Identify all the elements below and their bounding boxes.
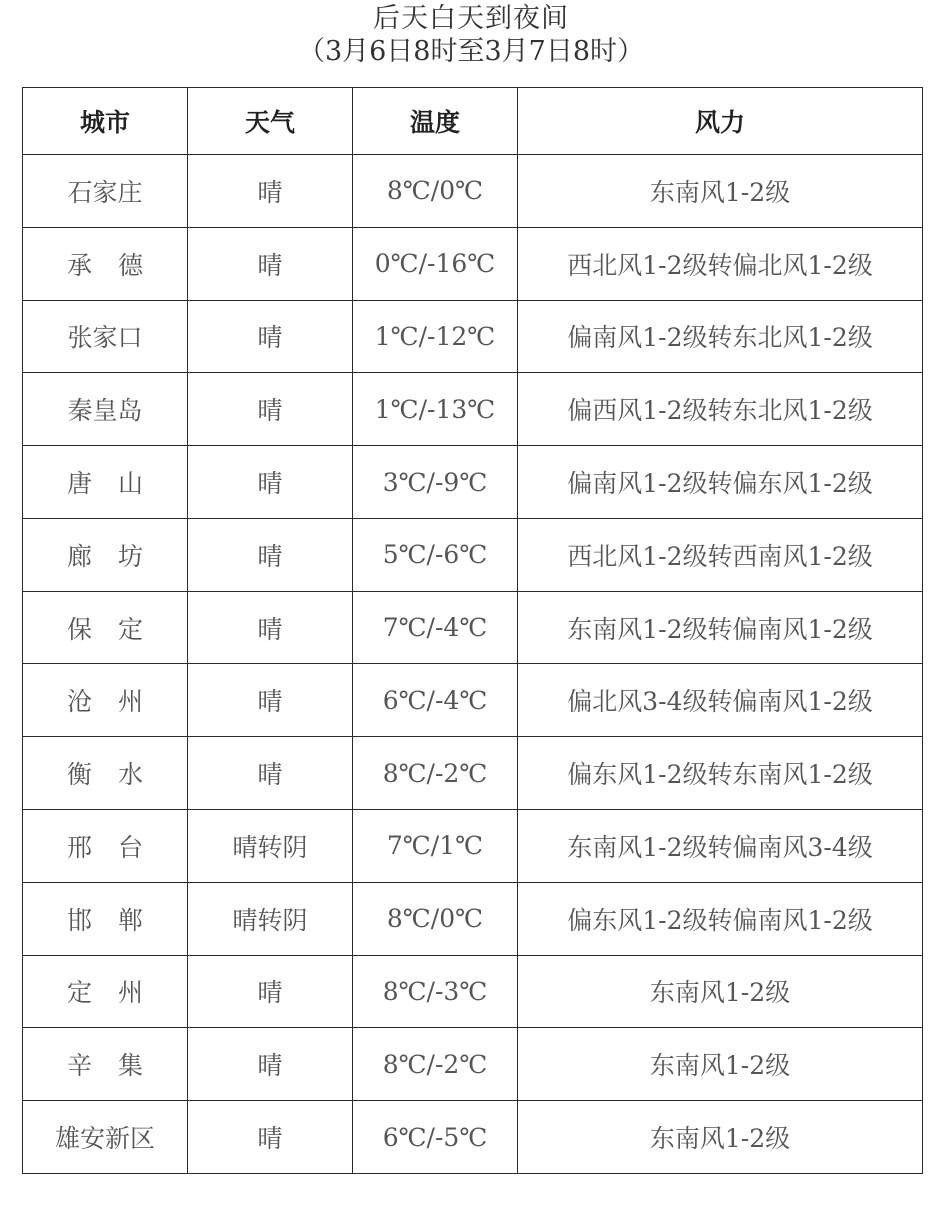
weather-cell: 晴: [188, 373, 353, 446]
wind-cell: 东南风1-2级: [518, 1028, 923, 1101]
wind-cell: 偏西风1-2级转东北风1-2级: [518, 373, 923, 446]
wind-cell: 东南风1-2级: [518, 155, 923, 228]
wind-cell: 偏北风3-4级转偏南风1-2级: [518, 664, 923, 737]
city-cell: 辛集: [23, 1028, 188, 1101]
wind-cell: 东南风1-2级转偏南风3-4级: [518, 810, 923, 883]
weather-cell: 晴: [188, 446, 353, 519]
temperature-cell: 7℃/-4℃: [353, 591, 518, 664]
table-header-row: [23, 88, 923, 155]
temperature-cell: 1℃/-13℃: [353, 373, 518, 446]
page-subtitle: （3月6日8时至3月7日8时）: [297, 36, 645, 67]
wind-cell: 西北风1-2级转西南风1-2级: [518, 518, 923, 591]
city-cell: 定州: [23, 955, 188, 1028]
weather-cell: 晴: [188, 1101, 353, 1174]
table-row: [23, 155, 923, 228]
wind-cell: 东南风1-2级: [518, 1101, 923, 1174]
weather-cell: 晴: [188, 1028, 353, 1101]
weather-cell: 晴: [188, 664, 353, 737]
header-temperature: 温度: [353, 88, 518, 155]
wind-cell: 偏东风1-2级转东南风1-2级: [518, 737, 923, 810]
wind-cell: 东南风1-2级: [518, 955, 923, 1028]
temperature-cell: 8℃/-2℃: [353, 737, 518, 810]
header-city: 城市: [23, 88, 188, 155]
table-row: [23, 737, 923, 810]
table-row: [23, 591, 923, 664]
table-body: [23, 155, 923, 1174]
table-row: [23, 664, 923, 737]
wind-cell: 西北风1-2级转偏北风1-2级: [518, 227, 923, 300]
temperature-cell: 8℃/0℃: [353, 882, 518, 955]
temperature-cell: 6℃/-4℃: [353, 664, 518, 737]
city-cell: 雄安新区: [23, 1101, 188, 1174]
city-cell: 承德: [23, 227, 188, 300]
weather-cell: 晴: [188, 591, 353, 664]
table-row: [23, 227, 923, 300]
temperature-cell: 6℃/-5℃: [353, 1101, 518, 1174]
weather-cell: 晴: [188, 300, 353, 373]
wind-cell: 偏南风1-2级转偏东风1-2级: [518, 446, 923, 519]
table-row: [23, 446, 923, 519]
city-cell: 石家庄: [23, 155, 188, 228]
weather-cell: 晴: [188, 155, 353, 228]
city-cell: 张家口: [23, 300, 188, 373]
table-row: [23, 1028, 923, 1101]
weather-cell: 晴: [188, 737, 353, 810]
table-row: [23, 300, 923, 373]
weather-cell: 晴转阴: [188, 810, 353, 883]
city-cell: 廊坊: [23, 518, 188, 591]
weather-cell: 晴: [188, 227, 353, 300]
temperature-cell: 3℃/-9℃: [353, 446, 518, 519]
temperature-cell: 5℃/-6℃: [353, 518, 518, 591]
page-title: 后天白天到夜间: [373, 3, 569, 34]
temperature-cell: 1℃/-12℃: [353, 300, 518, 373]
table-row: [23, 810, 923, 883]
city-cell: 衡水: [23, 737, 188, 810]
city-cell: 唐山: [23, 446, 188, 519]
wind-cell: 偏东风1-2级转偏南风1-2级: [518, 882, 923, 955]
weather-cell: 晴转阴: [188, 882, 353, 955]
header-wind: 风力: [518, 88, 923, 155]
temperature-cell: 0℃/-16℃: [353, 227, 518, 300]
weather-cell: 晴: [188, 518, 353, 591]
title-block: [0, 2, 942, 68]
table-row: [23, 882, 923, 955]
weather-cell: 晴: [188, 955, 353, 1028]
wind-cell: 东南风1-2级转偏南风1-2级: [518, 591, 923, 664]
city-cell: 保定: [23, 591, 188, 664]
header-weather: 天气: [188, 88, 353, 155]
temperature-cell: 7℃/1℃: [353, 810, 518, 883]
table-row: [23, 1101, 923, 1174]
city-cell: 邢台: [23, 810, 188, 883]
city-cell: 秦皇岛: [23, 373, 188, 446]
temperature-cell: 8℃/-3℃: [353, 955, 518, 1028]
table-row: [23, 955, 923, 1028]
city-cell: 沧州: [23, 664, 188, 737]
table-row: [23, 373, 923, 446]
city-cell: 邯郸: [23, 882, 188, 955]
forecast-table: [22, 87, 923, 1174]
table-row: [23, 518, 923, 591]
temperature-cell: 8℃/0℃: [353, 155, 518, 228]
temperature-cell: 8℃/-2℃: [353, 1028, 518, 1101]
wind-cell: 偏南风1-2级转东北风1-2级: [518, 300, 923, 373]
